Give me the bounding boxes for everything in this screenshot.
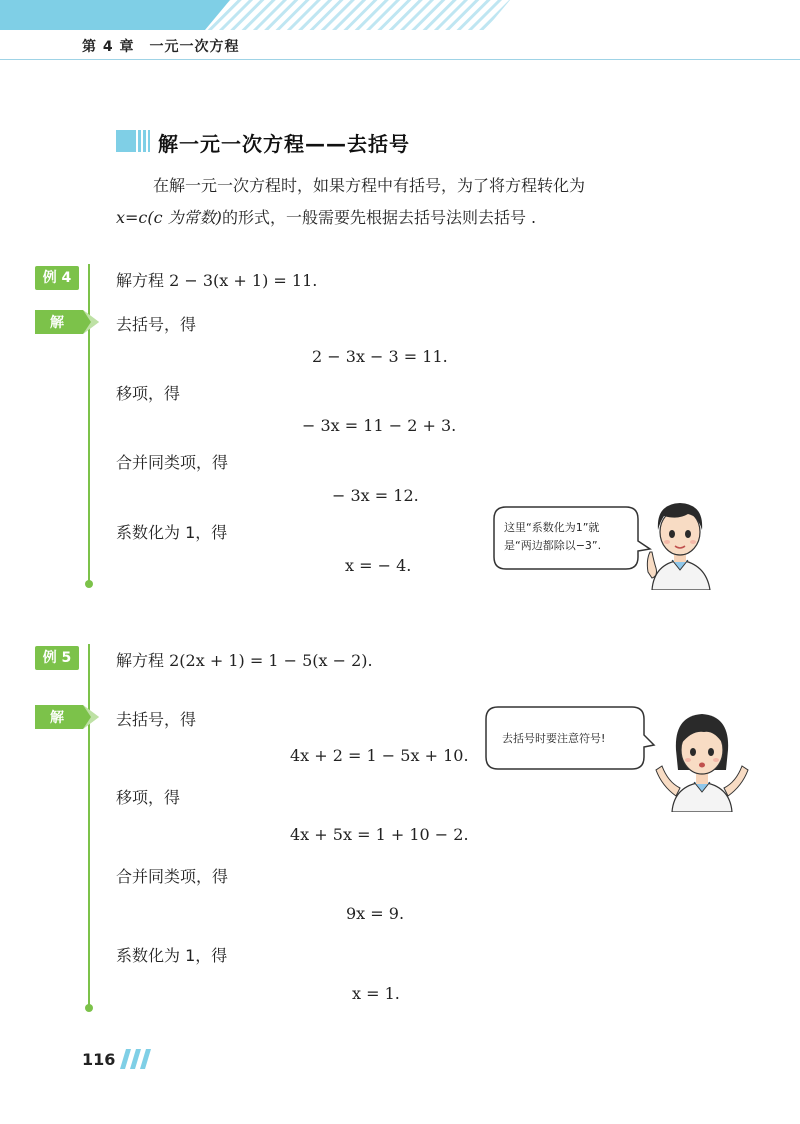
example4-step4-label: 系数化为 1，得 bbox=[116, 523, 228, 542]
example5-end-dot bbox=[85, 1004, 93, 1012]
section-bar-icon bbox=[116, 130, 150, 152]
example5-step2-label: 移项，得 bbox=[116, 788, 181, 807]
intro-line-2 bbox=[116, 202, 536, 234]
page-number-stripes-icon bbox=[120, 1049, 152, 1069]
example4-bubble-line1: 这里“系数化为1”就 bbox=[504, 521, 600, 534]
example4-bubble-line2: 是“两边都除以−3”. bbox=[504, 539, 602, 552]
example5-problem-prefix: 解方程 bbox=[116, 651, 165, 670]
example4-tag: 例 4 bbox=[35, 266, 79, 290]
example5-problem bbox=[116, 648, 373, 671]
example5-step1-label: 去括号，得 bbox=[116, 710, 197, 729]
chapter-label: 第 4 章 一元一次方程 bbox=[82, 39, 240, 55]
boy-character-icon bbox=[640, 494, 720, 590]
example4-problem-eq: 2 − 3(x + 1) = 11. bbox=[169, 271, 318, 290]
example5-bubble-text: 去括号时要注意符号! bbox=[502, 732, 606, 745]
example4-step1-eq: 2 − 3x − 3 = 11. bbox=[312, 347, 448, 366]
example5-step4-label: 系数化为 1，得 bbox=[116, 946, 228, 965]
example5-problem-eq: 2(2x + 1) = 1 − 5(x − 2). bbox=[169, 651, 373, 670]
example5-answer-label: 解 bbox=[50, 710, 64, 726]
intro-formula: x=c(c 为常数) bbox=[116, 208, 222, 227]
example4-problem bbox=[116, 268, 317, 291]
example5-step3-eq: 9x = 9. bbox=[346, 904, 405, 923]
example4-step2-eq: − 3x = 11 − 2 + 3. bbox=[302, 416, 457, 435]
example5-step3-label: 合并同类项，得 bbox=[116, 867, 229, 886]
page-number: 116 bbox=[82, 1050, 116, 1069]
example4-answer-tag bbox=[35, 310, 105, 334]
example5-step1-eq: 4x + 2 = 1 − 5x + 10. bbox=[290, 746, 469, 765]
example5-tag: 例 5 bbox=[35, 646, 79, 670]
example4-step3-label: 合并同类项，得 bbox=[116, 453, 229, 472]
example4-step2-label: 移项，得 bbox=[116, 384, 181, 403]
example5-answer-tag bbox=[35, 705, 105, 729]
example4-problem-prefix: 解方程 bbox=[116, 271, 165, 290]
example4-step1-label: 去括号，得 bbox=[116, 315, 197, 334]
intro-line-1: 在解一元一次方程时，如果方程中有括号，为了将方程转化为 bbox=[153, 176, 586, 195]
header-rule bbox=[0, 59, 800, 60]
example5-step4-eq: x = 1. bbox=[352, 984, 400, 1003]
girl-character-icon bbox=[648, 700, 758, 812]
section-title: 解一元一次方程——去括号 bbox=[158, 132, 410, 156]
example5-step2-eq: 4x + 5x = 1 + 10 − 2. bbox=[290, 825, 469, 844]
example5-rule bbox=[88, 644, 90, 1008]
example4-answer-label: 解 bbox=[50, 315, 64, 331]
example4-step3-eq: − 3x = 12. bbox=[332, 486, 419, 505]
example4-end-dot bbox=[85, 580, 93, 588]
intro-text: 的形式，一般需要先根据去括号法则去括号 . bbox=[221, 208, 537, 227]
example4-step4-eq: x = − 4. bbox=[345, 556, 412, 575]
